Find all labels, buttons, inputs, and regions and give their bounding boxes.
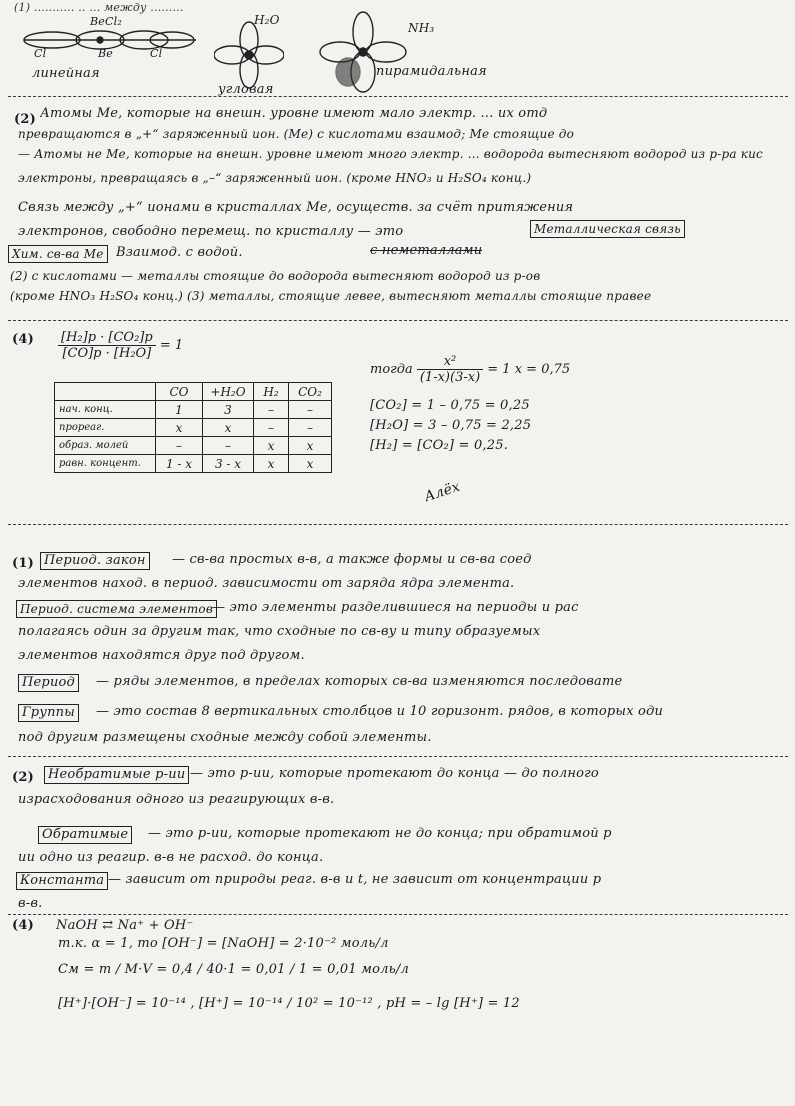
table-cell: x (289, 437, 332, 455)
shape-label-angular: угловая (218, 82, 274, 97)
term-reversible: Обратимые (38, 826, 132, 844)
table-cell: прореаг. (55, 419, 156, 437)
text-line: — св-ва простых в-в, а также формы и св-ва соед (172, 552, 532, 567)
equilibrium-equation (370, 354, 570, 385)
text-line: (2) с кислотами — металлы стоящие до водорода вытесняют водород из р-ов (10, 269, 541, 283)
table-cell: x (289, 455, 332, 473)
text-line: электронов, свободно перемещ. по кристаллу — это (18, 224, 404, 239)
kc-numerator: [H₂]р · [CO₂]р (58, 330, 156, 346)
kc-denominator: [CO]р · [H₂O] (62, 346, 152, 361)
table-cell: 3 - x (203, 455, 254, 473)
question-number: (4) (12, 918, 34, 933)
table-cell: образ. молей (55, 437, 156, 455)
text-line: в-в. (18, 896, 43, 911)
term-periodic-system: Период. система элементов (16, 600, 217, 618)
text-line: элементов наход. в период. зависимости от заряда ядра элемента. (18, 576, 515, 591)
table-header-cell (55, 383, 156, 401)
table-header-cell: +H₂O (203, 383, 254, 401)
term-period: Период (18, 674, 79, 692)
term-periodic-law: Период. закон (40, 552, 150, 570)
text-line: — ряды элементов, в пределах которых св-ва изменяются последовате (96, 674, 623, 689)
text-line: — Атомы не Ме, которые на внешн. уровне имеют много электр. ... водорода вытесняют водород из р-ра кис (18, 147, 763, 161)
text-line: — зависит от природы реаг. в-в и t, не зависит от концентрации р (108, 872, 602, 887)
section-divider (8, 96, 788, 97)
text-reaction-water: Взаимод. с водой. (116, 245, 243, 260)
x-denominator: (1-x)(3-x) (419, 370, 481, 385)
result-line: [H₂] = [CO₂] = 0,25. (370, 438, 509, 453)
text-line: (кроме HNO₃ H₂SO₄ конц.) (3) металлы, стоящие левее, вытесняют металлы стоящие правее (10, 289, 652, 303)
table-row (55, 419, 332, 437)
question-number: (2) (14, 112, 36, 127)
table-header-cell: H₂ (254, 383, 289, 401)
text-line: электроны, превращаясь в „–“ заряженный ион. (кроме HNO₃ и H₂SO₄ конц.) (18, 171, 532, 185)
term-metallic-bond: Металлическая связь (530, 220, 685, 238)
equilibrium-table (54, 382, 332, 473)
atom-label-be: Be (98, 47, 113, 60)
question-number: (1) (12, 556, 34, 571)
equilibrium-constant-expression (58, 330, 183, 361)
molecule-formula-becl2: BeCl₂ (90, 15, 122, 28)
term-groups: Группы (18, 704, 79, 722)
text-line: — это элементы разделившиеся на периоды и рас (212, 600, 579, 615)
atom-label-cl-left: Cl (34, 47, 47, 60)
term-chem-properties: Хим. св-ва Ме (8, 245, 108, 263)
table-cell: x (254, 437, 289, 455)
x-solution: = 1 x = 0,75 (487, 362, 571, 377)
section-header-cutoff: (1) ........... .. ... между ......... (14, 1, 184, 14)
struck-text: с неметаллами (370, 243, 483, 258)
table-header-row (55, 383, 332, 401)
section-divider (8, 756, 788, 757)
calc-line: Cм = m / M·V = 0,4 / 40·1 = 0,01 / 1 = 0,01 моль/л (58, 962, 409, 977)
question-number: (2) (12, 770, 34, 785)
kc-equals: = 1 (159, 338, 184, 353)
calc-line: т.к. α = 1, то [OH⁻] = [NaOH] = 2·10⁻² моль/л (58, 936, 389, 951)
table-cell: – (289, 419, 332, 437)
shape-label-linear: линейная (32, 66, 100, 81)
table-cell: 3 (203, 401, 254, 419)
text-line: превращаются в „+“ заряженный ион. (Ме) с кислотами взаимод; Ме стоящие до (18, 127, 575, 141)
angular-molecule-sketch (214, 20, 284, 90)
table-cell: 1 (156, 401, 203, 419)
text-line: израсходования одного из реагирующих в-в. (18, 792, 335, 807)
table-cell: – (156, 437, 203, 455)
text-line: — это р-ии, которые протекают не до конца; при обратимой р (148, 826, 612, 841)
table-cell: x (203, 419, 254, 437)
text-line: Атомы Ме, которые на внешн. уровне имеют мало электр. ... их отд (40, 106, 548, 121)
text-line: — это состав 8 вертикальных столбцов и 10 горизонт. рядов, в которых оди (96, 704, 664, 719)
calc-line: [H⁺]·[OH⁻] = 10⁻¹⁴ , [H⁺] = 10⁻¹⁴ / 10² = 10⁻¹² , pH = – lg [H⁺] = 12 (58, 996, 520, 1011)
section-divider (8, 914, 788, 915)
table-cell: – (254, 419, 289, 437)
table-cell: x (254, 455, 289, 473)
atom-label-cl-right: Cl (150, 47, 163, 60)
text-line: под другим размещены сходные между собой элементы. (18, 730, 432, 745)
signature: Алёх (422, 478, 463, 506)
molecule-formula-h2o: H₂O (254, 13, 280, 27)
table-cell: – (254, 401, 289, 419)
text-line: Связь между „+“ ионами в кристаллах Ме, осуществ. за счёт притяжения (18, 200, 574, 215)
x-numerator: x² (417, 354, 483, 370)
table-row (55, 401, 332, 419)
text-line: полагаясь один за другим так, что сходные по св-ву и типу образуемых (18, 624, 541, 639)
table-header-cell: CO₂ (289, 383, 332, 401)
shape-label-pyramidal: пирамидальная (376, 64, 487, 79)
word-then: тогда (370, 362, 413, 377)
table-row (55, 455, 332, 473)
molecule-formula-nh3: NH₃ (408, 21, 435, 35)
table-cell: нач. конц. (55, 401, 156, 419)
text-line: элементов находятся друг под другом. (18, 648, 305, 663)
result-line: [CO₂] = 1 – 0,75 = 0,25 (370, 398, 530, 413)
table-cell: – (289, 401, 332, 419)
calc-line: NaOH ⇄ Na⁺ + OH⁻ (56, 918, 194, 933)
table-cell: 1 - x (156, 455, 203, 473)
section-divider (8, 524, 788, 525)
pyramidal-molecule-sketch (318, 10, 408, 98)
section-divider (8, 320, 788, 321)
table-header-cell: CO (156, 383, 203, 401)
text-line: — это р-ии, которые протекают до конца — до полного (190, 766, 599, 781)
text-line: ии одно из реагир. в-в не расход. до конца. (18, 850, 324, 865)
table-cell: – (203, 437, 254, 455)
term-irreversible: Необратимые р-ии (44, 766, 189, 784)
table-cell: x (156, 419, 203, 437)
table-cell: равн. концент. (55, 455, 156, 473)
question-number: (4) (12, 332, 34, 347)
term-constant: Константа (16, 872, 108, 890)
result-line: [H₂O] = 3 – 0,75 = 2,25 (370, 418, 532, 433)
table-row (55, 437, 332, 455)
